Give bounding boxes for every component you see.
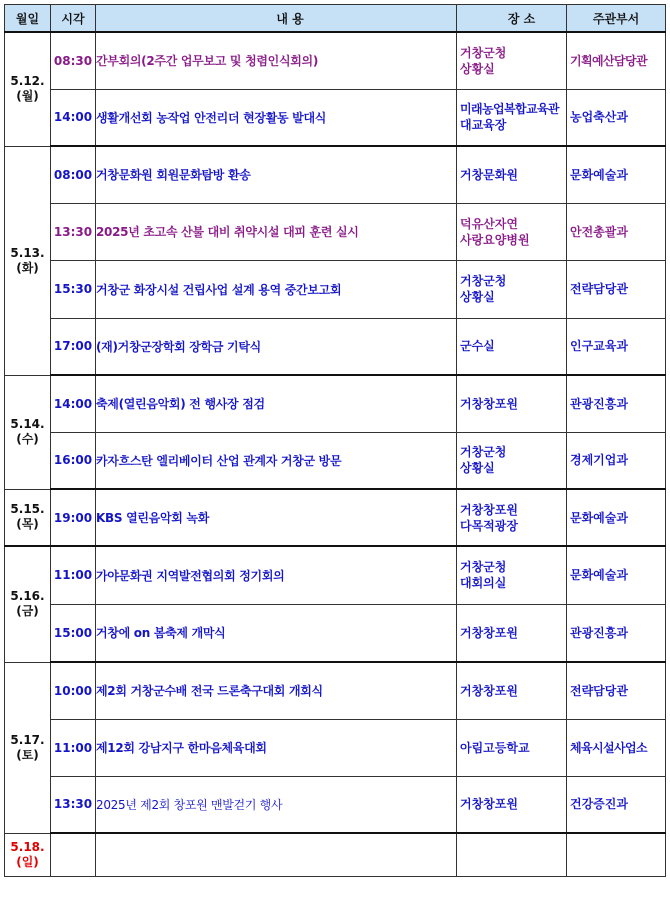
place-line-2: 대회의실 [460,576,507,591]
event-time: 13:30 [51,203,96,260]
table-row [5,546,666,604]
event-time: 08:30 [51,32,96,89]
dept-label: 체육시설사업소 [570,740,647,755]
day-cell-mon [5,32,51,146]
event-dept [567,432,666,489]
header-time: 시각 [51,5,96,33]
event-place [457,146,567,203]
place-line-1: 거창창포원 [460,797,518,812]
place-line-2: 상황실 [460,61,495,76]
event-time: 14:00 [51,89,96,146]
day-date: 5.13. [10,245,45,260]
table-row [5,776,666,833]
place-line-2: 대교육장 [460,118,507,133]
event-dept [567,719,666,776]
place-line-1: 거창문화원 [460,167,518,182]
event-title: 축제(열린음악회) 전 행사장 점검 [96,375,457,432]
dept-label: 건강증진과 [570,797,628,812]
day-cell-sat [5,662,51,833]
place-line-2: 다목적광장 [460,518,518,533]
event-title: 2025년 초고속 산불 대비 취약시설 대피 훈련 실시 [96,203,457,260]
event-title: 제2회 거창군수배 전국 드론축구대회 개회식 [96,662,457,719]
place-line-1: 거창군청 [460,45,507,60]
event-dept [567,375,666,432]
event-title: KBS 열린음악회 녹화 [96,489,457,546]
dept-label: 문화예술과 [570,167,628,182]
event-place [457,318,567,375]
place-line-1: 거창군청 [460,560,507,575]
dept-label: 문화예술과 [570,568,628,583]
header-place: 장 소 [457,5,567,33]
day-cell-fri [5,546,51,662]
event-time: 13:30 [51,776,96,833]
event-dept [567,32,666,89]
table-row [5,89,666,146]
place-line-1: 아림고등학교 [460,740,530,755]
event-dept [567,546,666,604]
dept-label: 전략담당관 [570,282,628,296]
event-time: 10:00 [51,662,96,719]
event-title: 거창문화원 회원문화탐방 환송 [96,146,457,203]
place-line-1: 거창군청 [460,445,507,460]
dept-label: 안전총괄과 [570,224,628,239]
day-weekday: (토) [16,747,39,762]
event-time: 08:00 [51,146,96,203]
place-line-1: 미래농업복합교육관 [460,102,559,117]
empty-cell [567,833,666,876]
event-dept [567,489,666,546]
table-row [5,833,666,876]
day-date: 5.15. [10,502,45,517]
place-line-1: 거창군청 [460,274,507,288]
day-cell-sun [5,833,51,876]
table-row [5,32,666,89]
event-time: 11:00 [51,546,96,604]
event-time: 16:00 [51,432,96,489]
empty-cell [457,833,567,876]
event-time: 19:00 [51,489,96,546]
place-line-1: 거창창포원 [460,683,518,698]
day-date: 5.17. [10,732,45,747]
event-dept [567,203,666,260]
dept-label: 관광진흥과 [570,625,628,640]
dept-label: 농업축산과 [570,110,628,125]
table-row [5,489,666,546]
empty-cell [96,833,457,876]
event-title: 카자흐스탄 엘리베이터 산업 관계자 거창군 방문 [96,432,457,489]
table-row [5,146,666,203]
event-place [457,489,567,546]
table-row [5,260,666,318]
event-place [457,776,567,833]
event-place [457,432,567,489]
event-dept [567,776,666,833]
day-weekday: (일) [16,854,39,869]
day-weekday: (금) [16,604,39,619]
event-place [457,662,567,719]
place-line-2: 사랑요양병원 [460,232,530,247]
table-row [5,432,666,489]
event-place [457,32,567,89]
event-title: 생활개선회 농작업 안전리더 현장활동 발대식 [96,89,457,146]
event-title: 거창에 on 봄축제 개막식 [96,604,457,662]
dept-label: 인구교육과 [570,339,628,354]
place-line-1: 거창창포원 [460,625,518,640]
event-place [457,719,567,776]
event-title: 거창군 화장시설 건립사업 설계 용역 중간보고회 [96,260,457,318]
place-line-1: 거창창포원 [460,502,518,517]
table-row [5,719,666,776]
dept-label: 전략담당관 [570,683,628,698]
place-line-2: 상황실 [460,290,495,304]
table-row [5,203,666,260]
day-weekday: (수) [16,432,39,446]
place-line-2: 상황실 [460,461,495,476]
event-dept [567,318,666,375]
day-weekday: (화) [16,260,39,275]
event-dept [567,662,666,719]
day-cell-tue [5,146,51,375]
day-weekday: (목) [16,517,39,532]
event-dept [567,89,666,146]
event-dept [567,260,666,318]
day-date: 5.14. [10,417,45,431]
dept-label: 문화예술과 [570,510,628,525]
table-row [5,662,666,719]
event-dept [567,604,666,662]
header-dept: 주관부서 [567,5,666,33]
place-line-1: 덕유산자연 [460,216,518,231]
place-line-1: 군수실 [460,339,495,354]
table-row [5,375,666,432]
event-title: 제12회 강남지구 한마음체육대회 [96,719,457,776]
day-weekday: (월) [16,89,39,104]
day-date: 5.12. [10,74,45,89]
event-title: (재)거창군장학회 장학금 기탁식 [96,318,457,375]
empty-cell [51,833,96,876]
day-cell-thu [5,489,51,546]
table-row [5,604,666,662]
event-place [457,546,567,604]
event-title: 가야문화권 지역발전협의회 정기회의 [96,546,457,604]
day-date: 5.16. [10,589,45,604]
event-place [457,203,567,260]
day-date: 5.18. [10,839,45,854]
event-title: 2025년 제2회 창포원 맨발걷기 행사 [96,776,457,833]
event-time: 15:00 [51,604,96,662]
event-title: 간부회의(2주간 업무보고 및 청렴인식회의) [96,32,457,89]
schedule-table [4,4,666,877]
event-place [457,604,567,662]
event-place [457,260,567,318]
event-time: 11:00 [51,719,96,776]
table-row [5,318,666,375]
dept-label: 경제기업과 [570,453,628,468]
event-place [457,375,567,432]
dept-label: 관광진흥과 [570,396,628,411]
event-dept [567,146,666,203]
event-place [457,89,567,146]
header-row [5,5,666,33]
event-time: 15:30 [51,260,96,318]
place-line-1: 거창창포원 [460,396,518,411]
header-content: 내 용 [96,5,457,33]
event-time: 14:00 [51,375,96,432]
day-cell-wed [5,375,51,489]
dept-label: 기획예산담당관 [570,53,647,68]
event-time: 17:00 [51,318,96,375]
header-date: 월일 [5,5,51,33]
